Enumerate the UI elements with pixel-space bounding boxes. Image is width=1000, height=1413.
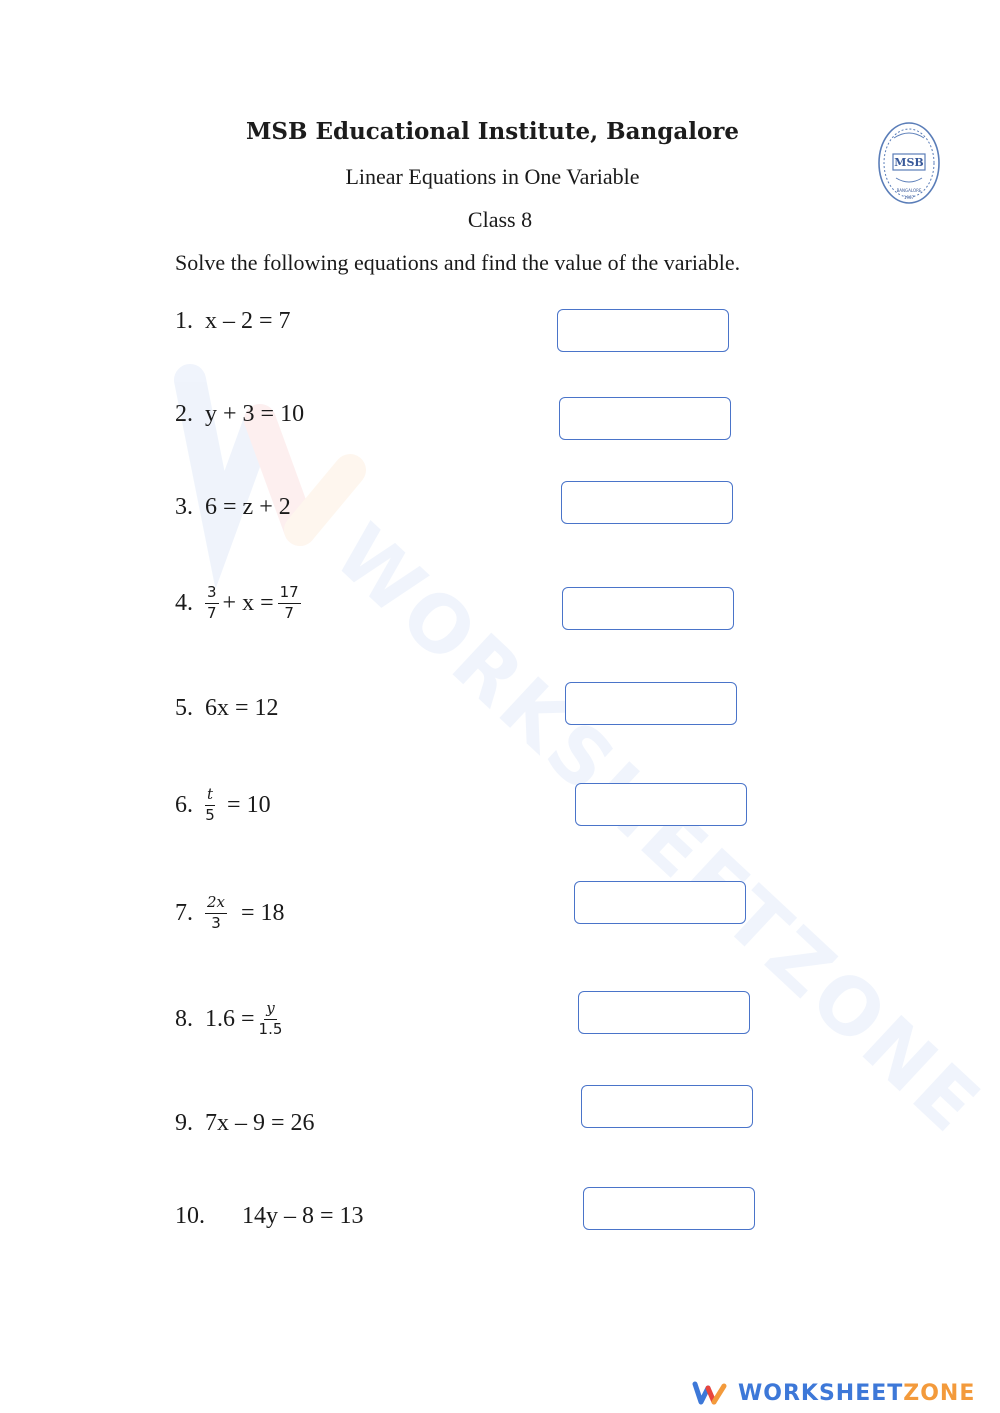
- institute-title: MSB Educational Institute, Bangalore: [245, 118, 740, 145]
- denominator: 7: [284, 603, 294, 622]
- denominator: 7: [207, 603, 217, 622]
- question-number: 5.: [175, 695, 193, 721]
- answer-box-3[interactable]: [561, 481, 733, 524]
- question-number: 2.: [175, 401, 193, 427]
- question-7: [175, 895, 285, 932]
- answer-box-2[interactable]: [559, 397, 731, 440]
- question-number: 7.: [175, 899, 193, 926]
- equation: 6x = 12: [205, 695, 279, 721]
- equation: 14y – 8 = 13: [242, 1203, 364, 1229]
- denominator: 1.5: [258, 1019, 283, 1038]
- question-5: [175, 695, 279, 722]
- answer-box-9[interactable]: [581, 1085, 753, 1128]
- question-8: [175, 1001, 286, 1038]
- fraction-right: [278, 585, 301, 622]
- question-number: 3.: [175, 494, 193, 520]
- brand-name-a: WORKSHEET: [738, 1380, 904, 1406]
- question-number: 6.: [175, 791, 193, 818]
- question-number: 1.: [175, 308, 193, 334]
- numerator: 3: [205, 585, 219, 604]
- logo-year: 1967: [903, 195, 915, 200]
- question-1: [175, 308, 291, 335]
- logo-place: BANGALORE: [896, 188, 922, 193]
- question-number: 9.: [175, 1110, 193, 1136]
- watermark-text: WORKSHEETZONE: [317, 508, 999, 1152]
- equation-rest: = 18: [241, 899, 285, 926]
- question-2: [175, 401, 304, 428]
- fraction-left: [205, 585, 219, 622]
- denominator: 5: [205, 805, 215, 824]
- brand-name: [738, 1381, 975, 1406]
- answer-box-10[interactable]: [583, 1187, 755, 1230]
- answer-box-4[interactable]: [562, 587, 734, 630]
- question-4: [175, 585, 305, 622]
- equation-middle: + x =: [222, 589, 274, 616]
- instruction-text: Solve the following equations and find the value of the variable.: [175, 250, 741, 275]
- numerator: t: [205, 787, 215, 806]
- numerator: y: [264, 1001, 276, 1020]
- answer-box-8[interactable]: [578, 991, 750, 1034]
- equation-lead: 1.6 =: [205, 1005, 255, 1032]
- fraction: [205, 895, 227, 932]
- question-number: 8.: [175, 1005, 193, 1032]
- equation: x – 2 = 7: [205, 308, 291, 334]
- question-3: [175, 494, 291, 521]
- brand-logo-icon: [690, 1378, 730, 1408]
- institute-logo: [876, 120, 942, 206]
- question-6: [175, 787, 271, 824]
- numerator: 2x: [205, 895, 227, 914]
- fraction: [205, 787, 215, 824]
- class-label: Class 8: [467, 207, 533, 232]
- equation: y + 3 = 10: [205, 401, 305, 427]
- answer-box-6[interactable]: [575, 783, 747, 826]
- question-number: 4.: [175, 589, 193, 616]
- answer-box-5[interactable]: [565, 682, 737, 725]
- answer-box-7[interactable]: [574, 881, 746, 924]
- equation: 7x – 9 = 26: [205, 1110, 315, 1136]
- numerator: 17: [278, 585, 301, 604]
- equation: 6 = z + 2: [205, 494, 291, 520]
- question-number: 10.: [175, 1203, 205, 1229]
- fraction: [259, 1001, 283, 1038]
- question-10: [175, 1203, 364, 1230]
- subject-title: Linear Equations in One Variable: [345, 164, 640, 189]
- denominator: 3: [211, 913, 221, 932]
- equation-rest: = 10: [227, 791, 271, 818]
- brand-name-b: ZONE: [903, 1380, 976, 1406]
- footer-brand: [690, 1373, 975, 1413]
- question-9: [175, 1110, 315, 1137]
- answer-box-1[interactable]: [557, 309, 729, 352]
- logo-text: MSB: [894, 156, 924, 169]
